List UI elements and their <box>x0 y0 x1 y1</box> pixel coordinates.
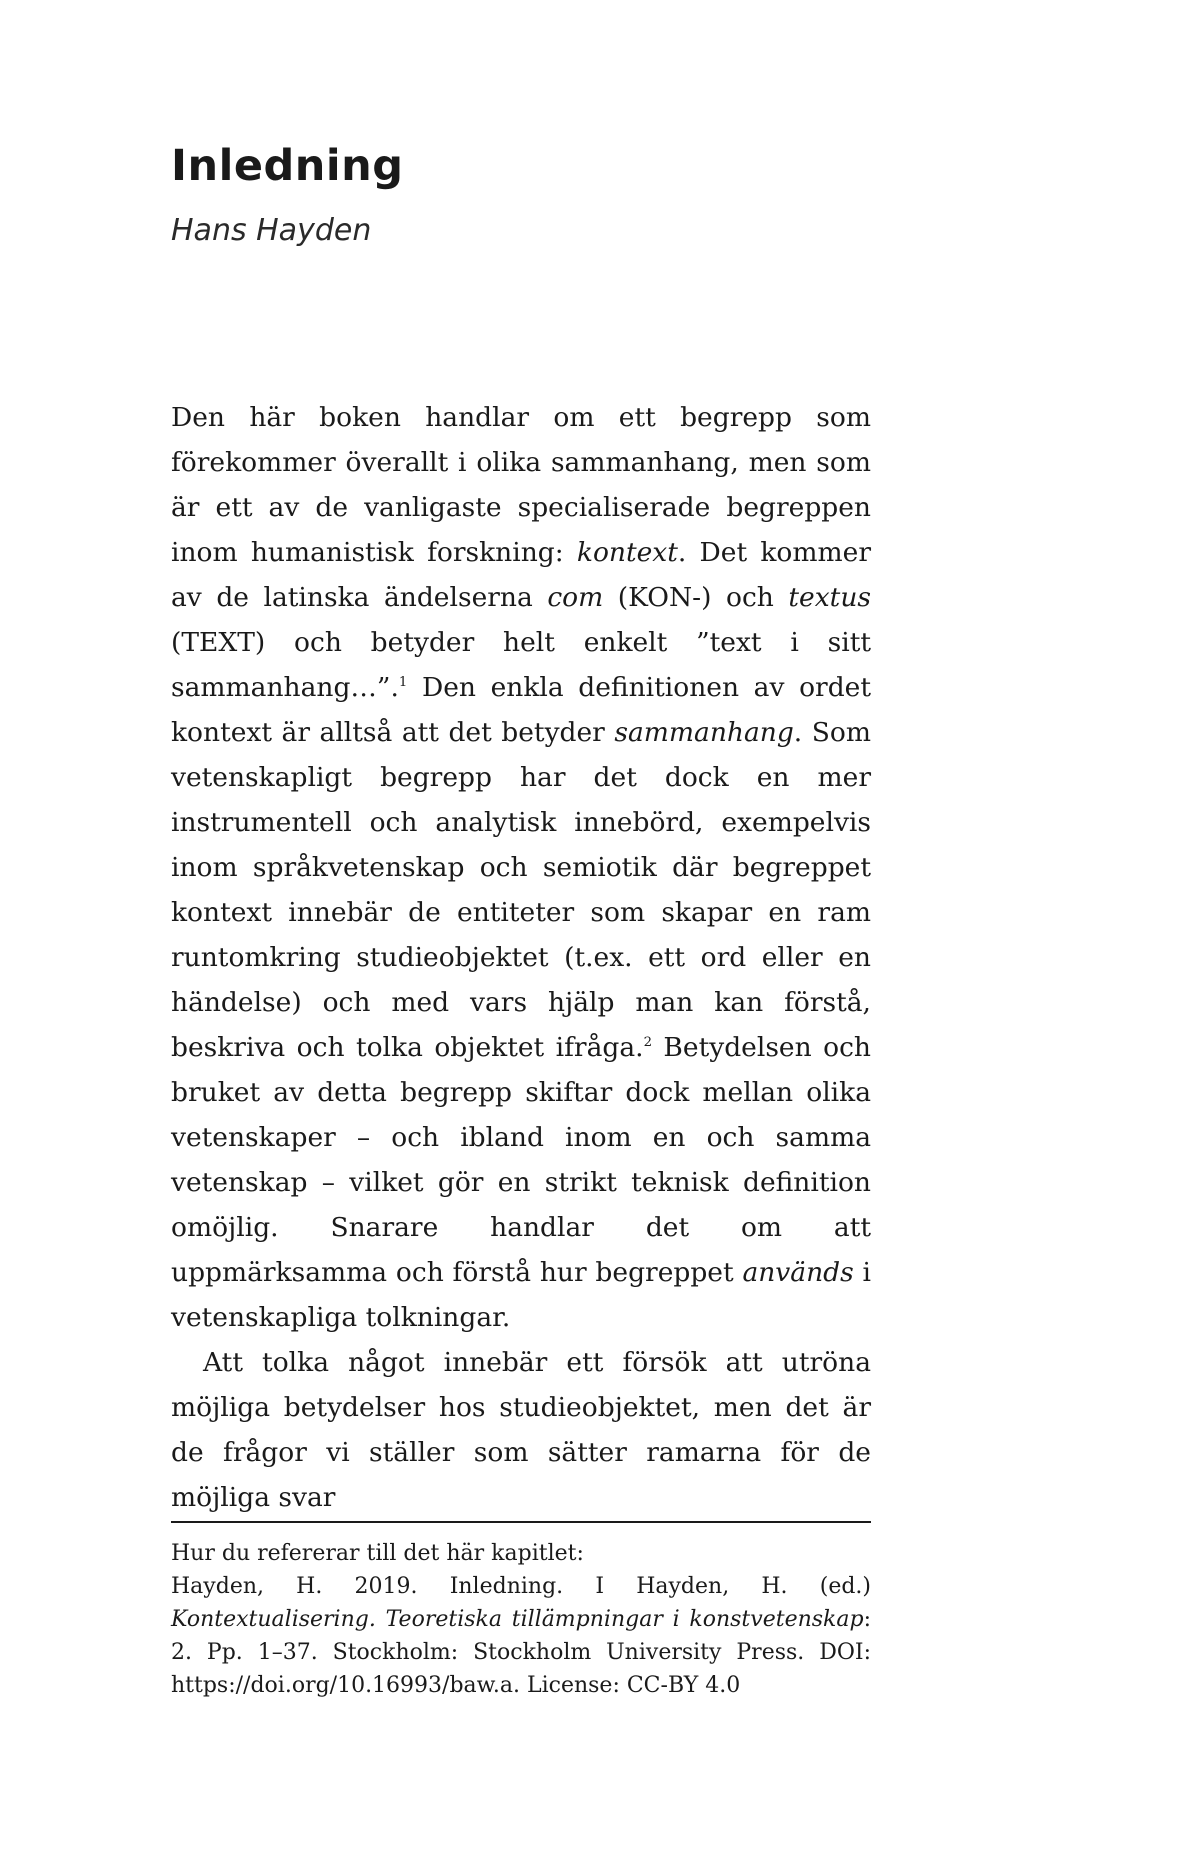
text-run: (TEXT) och betyder helt enkelt ”text i sitt sammanhang…”. <box>171 627 871 703</box>
citation-text: : 2. Pp. 1–37. Stockholm: Stockholm University Press. DOI: https://doi.org/10.16993/baw.a. License: CC-BY 4.0 <box>171 1607 871 1698</box>
citation-book-title: Kontextualisering. Teoretiska tillämpningar i konstvetenskap <box>171 1607 864 1632</box>
citation-heading: Hur du refererar till det här kapitlet: <box>171 1541 584 1566</box>
footer-divider <box>171 1521 871 1523</box>
emphasis-kontext: kontext <box>576 537 678 568</box>
body-text <box>171 395 871 1520</box>
citation-reference <box>171 1570 871 1702</box>
text-run: . Det kommer av de latinska ändelserna <box>171 537 871 613</box>
footnote-marker-1[interactable]: 1 <box>398 675 408 691</box>
emphasis-anvands: används <box>742 1257 854 1288</box>
footnote-marker-2[interactable]: 2 <box>643 1035 652 1051</box>
book-page <box>171 0 871 1851</box>
emphasis-sammanhang: sammanhang <box>614 717 794 748</box>
citation-block <box>171 1537 871 1702</box>
body-paragraph-2: Att tolka något innebär ett försök att utröna möjliga betydelser hos studieobjektet, men det är de frågor vi ställer som sätter ramarna för de möjliga svar <box>171 1347 871 1513</box>
chapter-title: Inledning <box>171 141 404 191</box>
text-run: Betydelsen och bruket av detta begrepp skiftar dock mellan olika vetenskaper – och ibland inom en och samma vetenskap – vilket gör en strikt teknisk definition omöjlig. Snarare handlar det om att uppmärksamma och förstå hur begreppet <box>171 1032 871 1288</box>
text-run: (KON-) och <box>603 582 789 613</box>
chapter-author: Hans Hayden <box>171 213 372 248</box>
body-paragraph-1 <box>171 395 871 1340</box>
text-run: i vetenskapliga tolkningar. <box>171 1257 871 1333</box>
citation-text: Hayden, H. 2019. Inledning. I Hayden, H. (ed.) <box>171 1574 871 1599</box>
text-run: Den här boken handlar om ett begrepp som förekommer överallt i olika sammanhang, men som är ett av de vanligaste specialiserade begreppen inom humanistisk forskning: <box>171 402 871 568</box>
emphasis-textus: textus <box>788 582 871 613</box>
text-run: Den enkla definitionen av ordet kontext är alltså att det betyder <box>171 672 871 748</box>
emphasis-com: com <box>547 582 604 613</box>
text-run: . Som vetenskapligt begrepp har det dock en mer instrumentell och analytisk innebörd, exempelvis inom språkvetenskap och semiotik där begreppet kontext innebär de entiteter som skapar en ram runtomkring studieobjektet (t.ex. ett ord eller en händelse) och med vars hjälp man kan förstå, beskriva och tolka objektet ifråga. <box>171 717 871 1063</box>
